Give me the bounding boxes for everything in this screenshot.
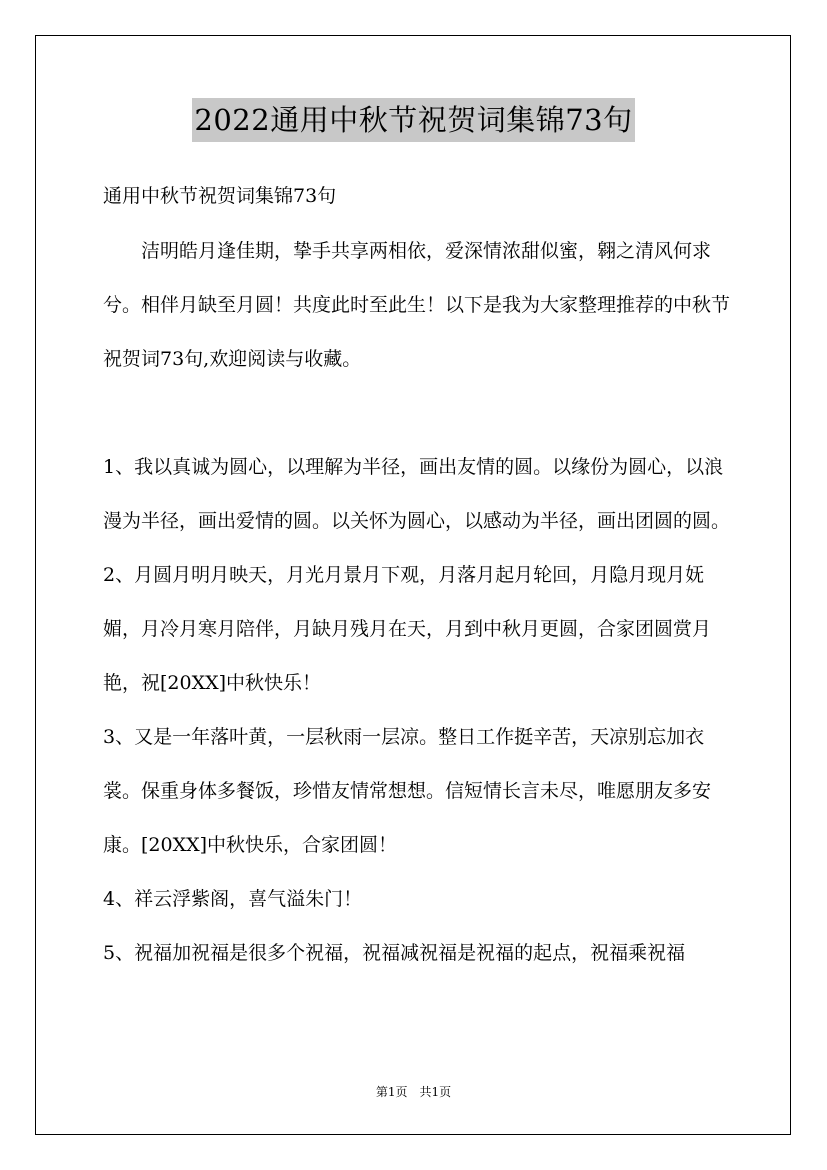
document-title: 2022通用中秋节祝贺词集锦73句: [192, 98, 634, 142]
paragraph-spacer: [103, 386, 739, 440]
greeting-item-3: 3、又是一年落叶黄，一层秋雨一层凉。整日工作挺辛苦，天凉别忘加衣裳。保重身体多餐饭，珍惜友情常想想。信短情长言未尽，唯愿朋友多安康。[20XX]中秋快乐，合家团圆！: [103, 726, 712, 856]
title-container: [0, 98, 827, 142]
greeting-item-4: 4、祥云浮紫阁，喜气溢朱门！: [103, 888, 363, 910]
greeting-item-2: 2、月圆月明月映天，月光月景月下观，月落月起月轮回，月隐月现月妩媚，月冷月寒月陪伴，月缺月残月在天，月到中秋月更圆，合家团圆赏月艳，祝[20XX]中秋快乐！: [103, 564, 712, 694]
greeting-item-1: 1、我以真诚为圆心，以理解为半径，画出友情的圆。以缘份为圆心，以浪漫为半径，画出爱情的圆。以关怀为圆心，以感动为半径，画出团圆的圆。: [103, 456, 731, 532]
intro-paragraph: 洁明皓月逢佳期，挚手共享两相依，爱深情浓甜似蜜，翱之清风何求兮。相伴月缺至月圆！共度此时至此生！以下是我为大家整理推荐的中秋节祝贺词73句,欢迎阅读与收藏。: [103, 240, 731, 370]
document-body: [103, 172, 739, 980]
page-footer: 第1页 共1页: [375, 1085, 452, 1099]
greeting-item-5: 5、祝福加祝福是很多个祝福，祝福减祝福是祝福的起点，祝福乘祝福: [103, 942, 686, 964]
document-subtitle: 通用中秋节祝贺词集锦73句: [103, 185, 337, 207]
